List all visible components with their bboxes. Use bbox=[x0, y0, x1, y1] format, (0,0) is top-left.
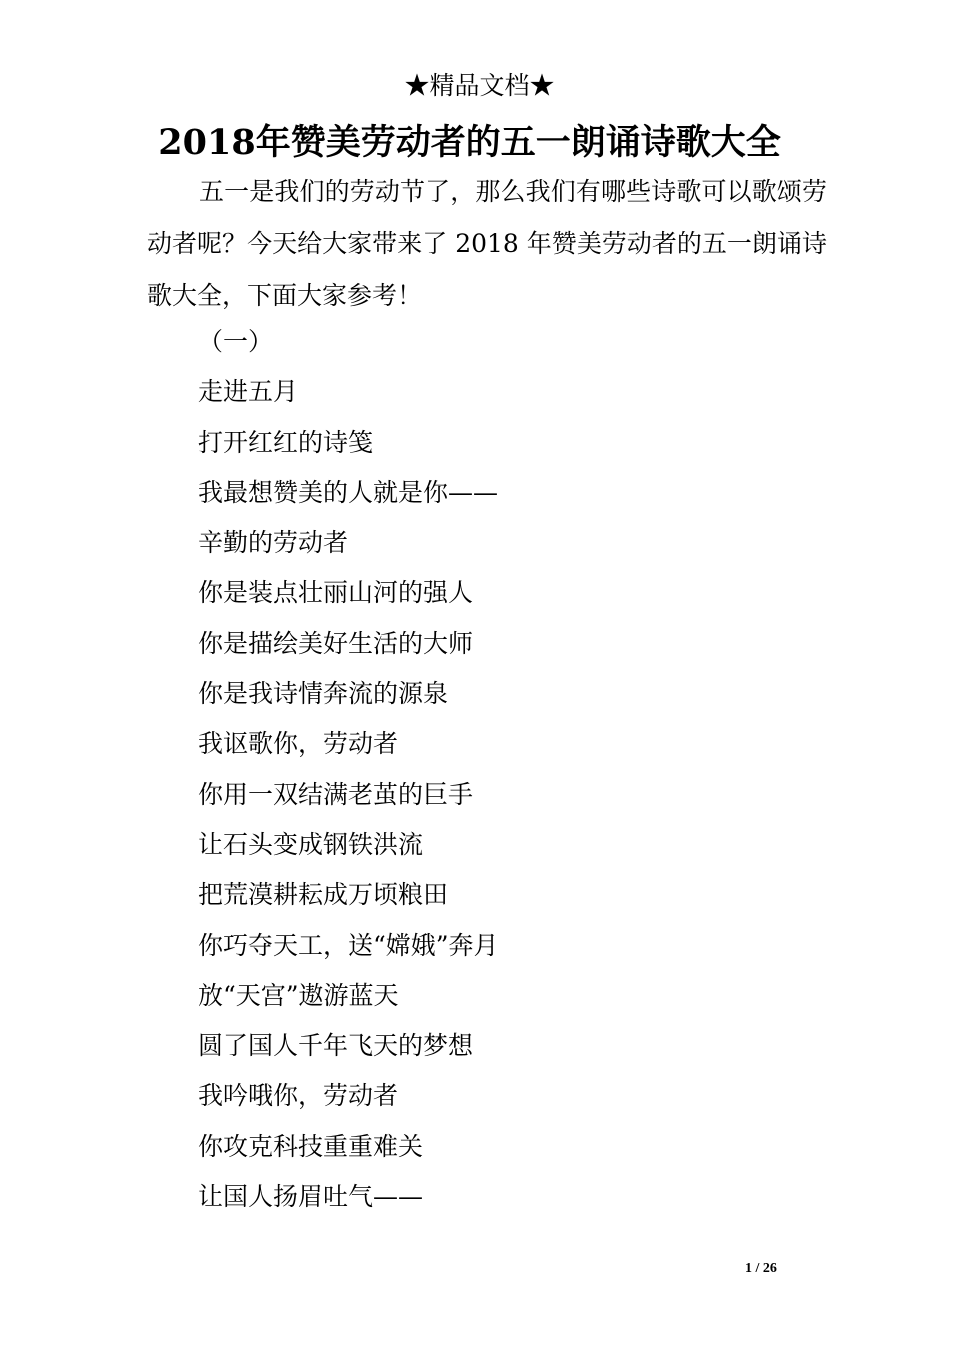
poem-line: 你用一双结满老茧的巨手 bbox=[198, 779, 474, 809]
poem-line: 你巧夺天工，送“嫦娥”奔月 bbox=[198, 930, 499, 960]
header-text: ★精品文档★ bbox=[404, 71, 555, 100]
page-number: 1 / 26 bbox=[745, 1261, 777, 1276]
poem-line: 我最想赞美的人就是你—— bbox=[198, 477, 499, 507]
poem-line: 让石头变成钢铁洪流 bbox=[198, 829, 424, 859]
poem-line: 打开红红的诗笺 bbox=[198, 427, 374, 457]
document-title: 2018年赞美劳动者的五一朗诵诗歌大全 bbox=[158, 122, 781, 163]
poem-line: 你是描绘美好生活的大师 bbox=[198, 628, 474, 658]
poem-line: 圆了国人千年飞天的梦想 bbox=[198, 1031, 474, 1061]
poem-line: 我讴歌你，劳动者 bbox=[198, 729, 399, 759]
poem-line: 你攻克科技重重难关 bbox=[198, 1131, 424, 1161]
poem-line: 走进五月 bbox=[198, 377, 299, 407]
intro-paragraph: 五一是我们的劳动节了，那么我们有哪些诗歌可以歌颂劳动者呢？今天给大家带来了 2018 年赞美劳动者的五一朗诵诗歌大全，下面大家参考！ bbox=[147, 177, 827, 310]
poem-line: 放“天宫”遨游蓝天 bbox=[198, 980, 399, 1010]
document-header bbox=[0, 68, 959, 104]
poem-line: 让国人扬眉吐气—— bbox=[198, 1182, 424, 1212]
poem-line: 我吟哦你，劳动者 bbox=[198, 1081, 399, 1111]
poem-line: 辛勤的劳动者 bbox=[198, 528, 349, 558]
poem-line: 把荒漠耕耘成万顷粮田 bbox=[198, 880, 449, 910]
poem-line: 你是装点壮丽山河的强人 bbox=[198, 578, 474, 608]
poem-body bbox=[0, 317, 959, 1222]
poem-section-label: （一） bbox=[198, 327, 274, 356]
poem-line: 你是我诗情奔流的源泉 bbox=[198, 679, 449, 709]
